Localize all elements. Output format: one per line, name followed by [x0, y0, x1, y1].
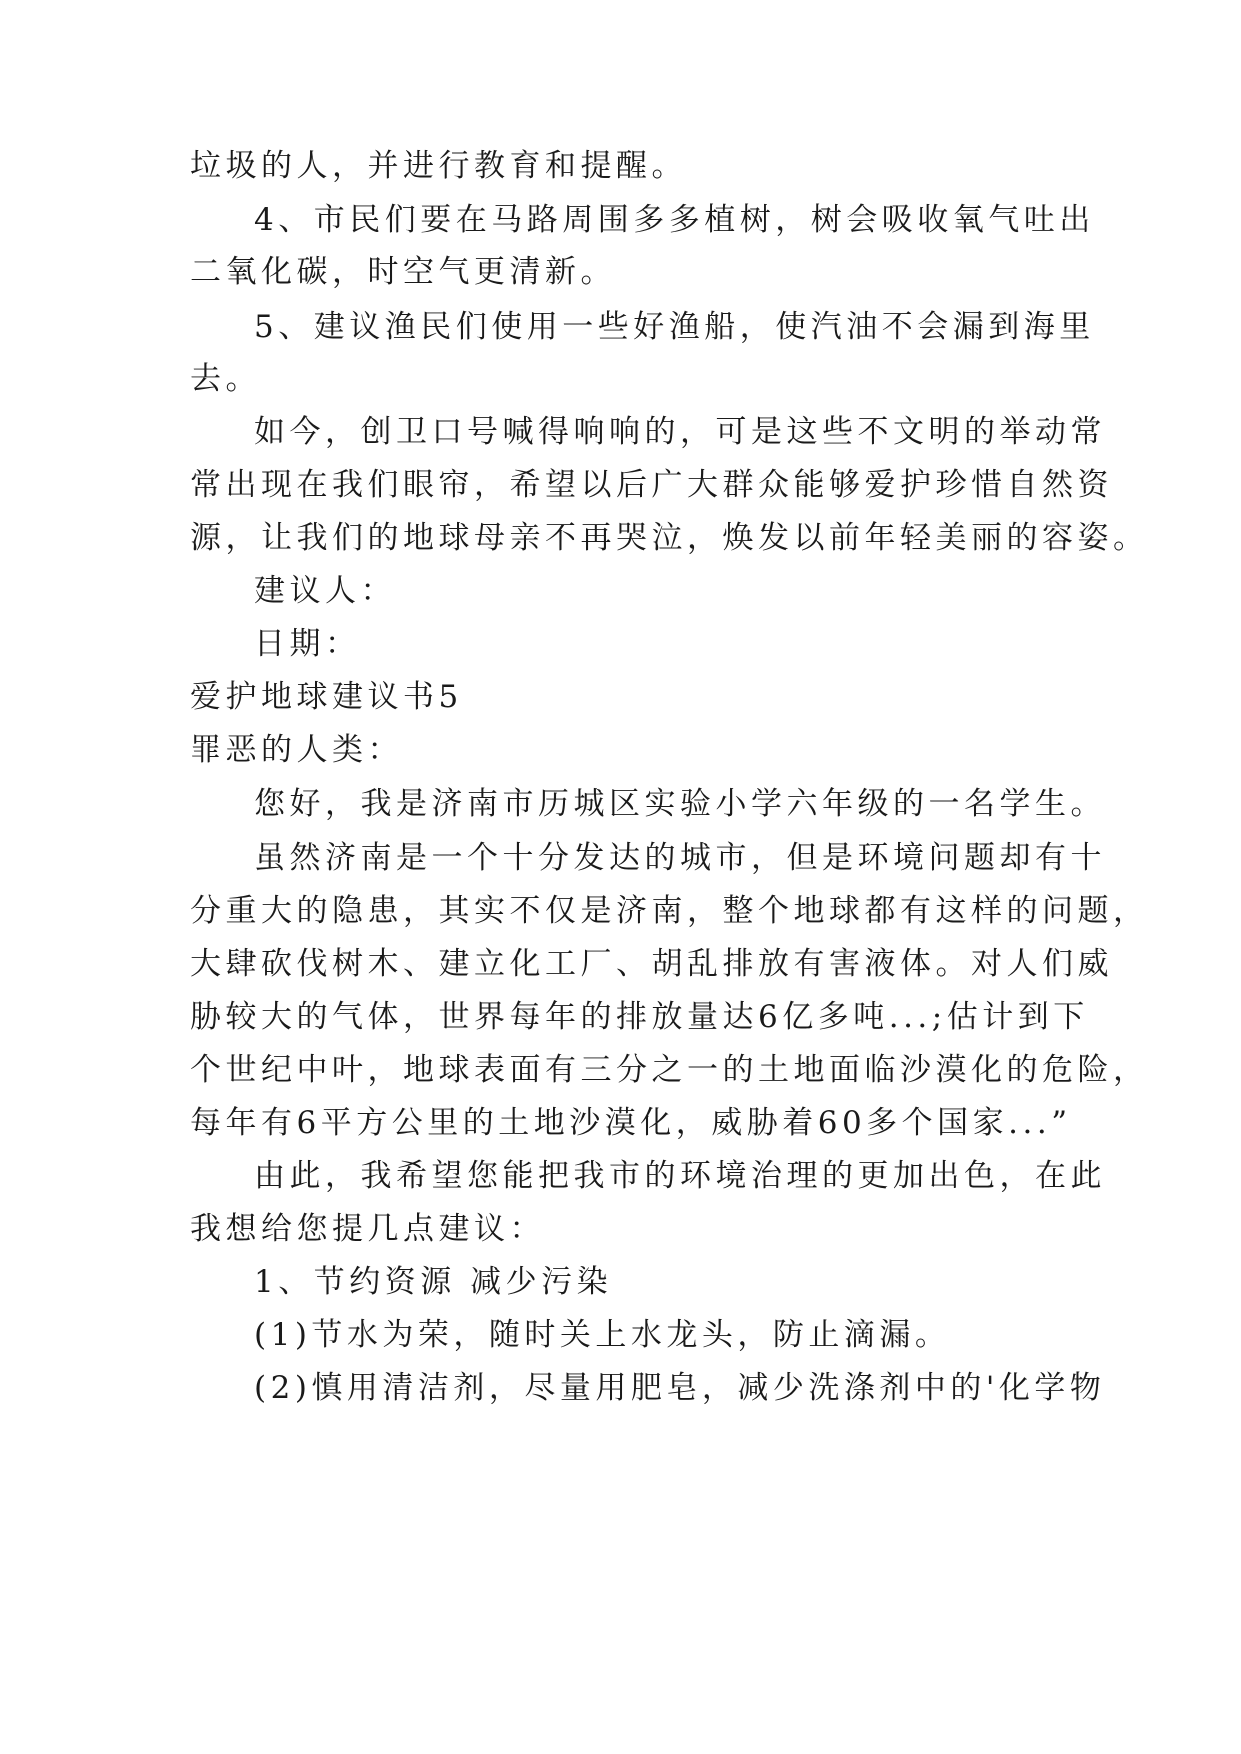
paragraph-line: 二氧化碳，时空气更清新。 [190, 254, 616, 290]
paragraph-line: 5、建议渔民们使用一些好渔船，使汽油不会漏到海里 [254, 309, 1095, 345]
paragraph-line: 如今，创卫口号喊得响响的，可是这些不文明的举动常 [254, 414, 1106, 450]
paragraph-line: 垃圾的人，并进行教育和提醒。 [190, 148, 687, 184]
list-item: (1)节水为荣，随时关上水龙头，防止滴漏。 [254, 1317, 951, 1353]
signature-label: 建议人： [254, 573, 396, 609]
paragraph-line: 4、市民们要在马路周围多多植树，树会吸收氧气吐出 [254, 202, 1095, 238]
paragraph-line: 大肆砍伐树木、建立化工厂、胡乱排放有害液体。对人们威 [190, 946, 1113, 982]
list-item: (2)慎用清洁剂，尽量用肥皂，减少洗涤剂中的'化学物 [254, 1370, 1106, 1406]
paragraph-line: 源，让我们的地球母亲不再哭泣，焕发以前年轻美丽的容姿。 [190, 520, 1149, 556]
paragraph-line: 我想给您提几点建议： [190, 1211, 545, 1247]
paragraph-line: 您好，我是济南市历城区实验小学六年级的一名学生。 [254, 786, 1106, 822]
list-heading: 1、节约资源 减少污染 [254, 1264, 613, 1300]
paragraph-line: 分重大的隐患，其实不仅是济南，整个地球都有这样的问题， [190, 893, 1149, 929]
date-label: 日期： [254, 626, 361, 662]
paragraph-line: 由此，我希望您能把我市的环境治理的更加出色，在此 [254, 1158, 1106, 1194]
paragraph-line: 每年有6平方公里的土地沙漠化，威胁着60多个国家...” [190, 1105, 1072, 1141]
paragraph-line: 虽然济南是一个十分发达的城市，但是环境问题却有十 [254, 840, 1106, 876]
paragraph-line: 常出现在我们眼帘，希望以后广大群众能够爱护珍惜自然资 [190, 467, 1113, 503]
paragraph-line: 胁较大的气体，世界每年的排放量达6亿多吨...;估计到下 [190, 999, 1089, 1035]
salutation: 罪恶的人类： [190, 732, 403, 768]
section-title: 爱护地球建议书5 [190, 679, 463, 715]
paragraph-line: 去。 [190, 361, 261, 397]
paragraph-line: 个世纪中叶，地球表面有三分之一的土地面临沙漠化的危险， [190, 1052, 1149, 1088]
